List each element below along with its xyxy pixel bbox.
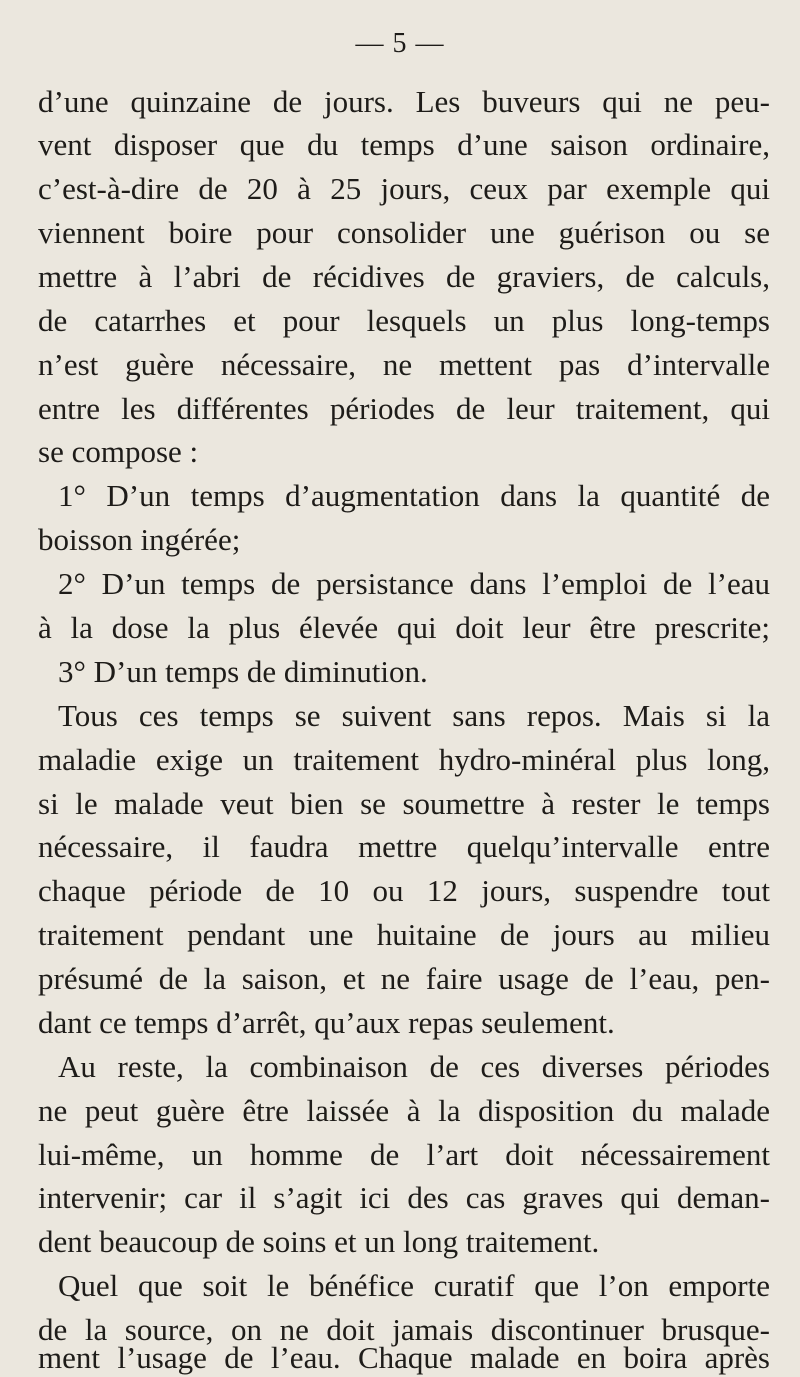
text-line: dent beaucoup de soins et un long traitement. — [38, 1224, 600, 1259]
text-line: dant ce temps d’arrêt, qu’aux repas seulement. — [38, 1005, 615, 1040]
text-line: viennent boire pour consolider une guérison ou se — [38, 215, 770, 250]
text-line: de la source, on ne doit jamais discontinuer brusque- — [38, 1312, 770, 1347]
text-line: Au reste, la combinaison de ces diverses périodes — [58, 1049, 770, 1084]
text-line: n’est guère nécessaire, ne mettent pas d’intervalle — [38, 347, 770, 382]
text-line: Tous ces temps se suivent sans repos. Mais si la — [58, 698, 770, 733]
page-number: — 5 — — [355, 28, 445, 59]
text-line: mettre à l’abri de récidives de graviers, de calculs, — [38, 259, 770, 294]
text-line: entre les différentes périodes de leur traitement, qui — [38, 391, 770, 426]
text-line: 1° D’un temps d’augmentation dans la quantité de — [58, 478, 770, 513]
text-line: à la dose la plus élevée qui doit leur être prescrite; — [38, 610, 770, 645]
text-line: ment l’usage de l’eau. Chaque malade en boira après — [38, 1340, 770, 1375]
text-line: présumé de la saison, et ne faire usage de l’eau, pen- — [38, 961, 770, 996]
text-line: 2° D’un temps de persistance dans l’emploi de l’eau — [58, 566, 770, 601]
text-line: c’est-à-dire de 20 à 25 jours, ceux par exemple qui — [38, 171, 770, 206]
text-line: intervenir; car il s’agit ici des cas graves qui deman- — [38, 1180, 770, 1215]
text-line: vent disposer que du temps d’une saison ordinaire, — [38, 127, 770, 162]
text-line: ne peut guère être laissée à la disposition du malade — [38, 1093, 770, 1128]
text-line: si le malade veut bien se soumettre à rester le temps — [38, 786, 770, 821]
text-line: se compose : — [38, 434, 199, 469]
text-line: maladie exige un traitement hydro-minéral plus long, — [38, 742, 770, 777]
text-line: traitement pendant une huitaine de jours au milieu — [38, 917, 770, 952]
text-line: nécessaire, il faudra mettre quelqu’intervalle entre — [38, 829, 770, 864]
text-line: boisson ingérée; — [38, 522, 241, 557]
text-line: 3° D’un temps de diminution. — [58, 654, 428, 689]
text-line: lui-même, un homme de l’art doit nécessairement — [38, 1137, 770, 1172]
text-line: de catarrhes et pour lesquels un plus long-temps — [38, 303, 770, 338]
text-line: d’une quinzaine de jours. Les buveurs qui ne peu- — [38, 84, 770, 119]
text-line: Quel que soit le bénéfice curatif que l’on emporte — [58, 1268, 770, 1303]
text-line: chaque période de 10 ou 12 jours, suspendre tout — [38, 873, 770, 908]
